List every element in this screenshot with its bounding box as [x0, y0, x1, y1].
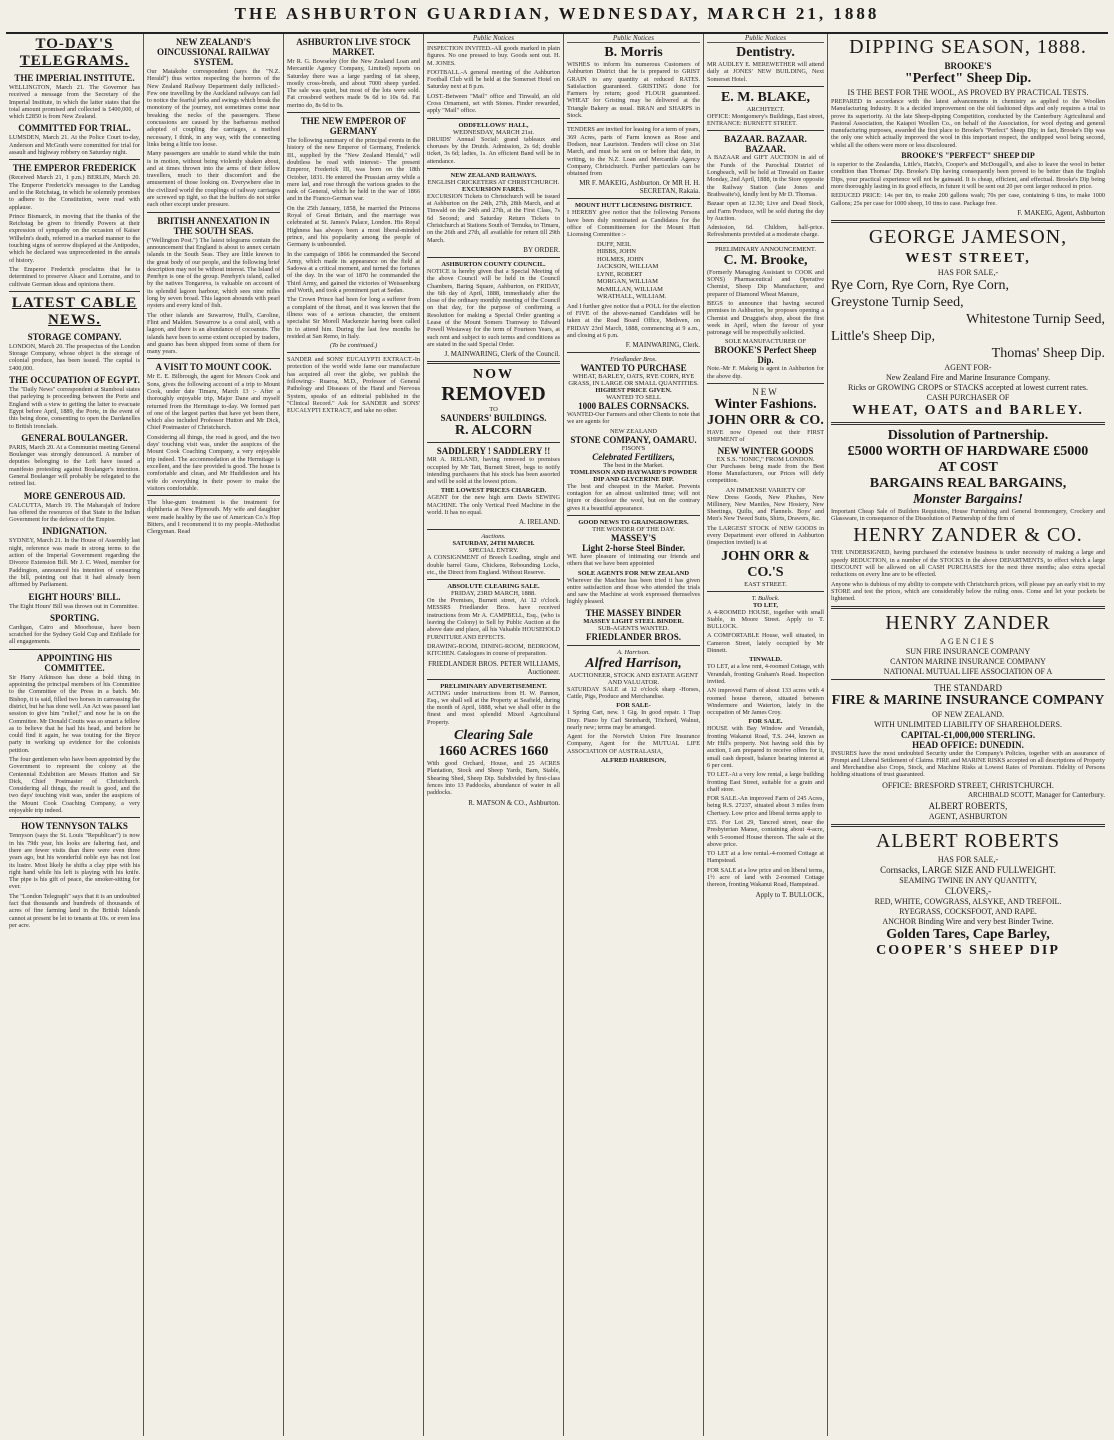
ad-display-text: £5000 WORTH OF HARDWARE £5000 [847, 443, 1089, 459]
article-text: In the campaign of 1866 he commanded the Second Army, which made its appearance on the field at Sadowa at a critical moment, and turned the fortunes of the day. In the war of 1870 he commanded the Third Army, and gained the victories of Weissenburg and Worth, and took a prominent part at Sedan. [287, 250, 420, 295]
notice-subheading: SPECIAL ENTRY. [468, 547, 519, 555]
ad-subheading: BROOKE'S "PERFECT" SHEEP DIP [901, 151, 1035, 161]
ad-display-text: 1660 ACRES 1660 [438, 744, 549, 760]
continued-note: (To be continued.) [329, 342, 378, 350]
ad-display-text: GEORGE JAMESON, [868, 225, 1068, 248]
notice-heading: WANTED TO SELL [606, 394, 661, 402]
notice-text: WANTED-Our Farmers and other Clients to note that we are agents for [567, 411, 700, 426]
list-item: JACKSON, WILLIAM [597, 263, 659, 271]
article-text: Sir Harry Atkinson has done a bold thing in appointing the principal members of his Committee to the Committee of the Press in a batch. Mr. Bishop, it is said, filled two horses in canvassing the district, but he has done well. An Act was passed last session to give him "relief," and now he is on the Committee. Mr Donald Coutts was so smart a fellow as to believe that he had his head, and before he could find it again, he was touting for the Bryce party in working up evidence for the colonists petition. [9, 673, 140, 754]
product-line: Rye Corn, Rye Corn, Rye Corn, [831, 277, 1009, 293]
notice-heading: GOOD NEWS TO GRAINGROWERS. [578, 518, 689, 526]
notice-signature: R. MATSON & CO., Ashburton. [468, 798, 560, 807]
column-header: Public Notices [567, 34, 700, 43]
notice-heading: SUB-AGENTS WANTED. [597, 624, 670, 632]
ad-display-text: Dissolution of Partnership. [887, 427, 1049, 443]
notice-text: (Formerly Managing Assistant to COOK and SONS) Pharmaceutical and Operative Chemist, Sheep Dip Manufacturer, and preparer of Diamond Wheat Manure, [707, 268, 824, 298]
notice-signature: J. MAINWARING, Clerk of the Council. [444, 350, 560, 359]
notice-heading: ODDFELLOWS' HALL, [458, 121, 529, 129]
article-heading: APPOINTING HIS COMMITTEE. [36, 652, 113, 673]
column-header: Public Notices [707, 34, 824, 43]
article-text: PARIS, March 20. At a Communist meeting General Boulanger was strongly denounced. A number of deputies belonging to the Left have issued a manifesto protesting against Boulanger's intention. General Boulanger will probably be relegated to the retired list. [9, 443, 140, 488]
divider [9, 817, 140, 818]
article-heading: ASHBURTON LIVE STOCK MARKET. [296, 37, 411, 57]
product-line: Thomas' Sheep Dip. [991, 345, 1105, 361]
ad-display-text: NEW [752, 387, 779, 398]
notice-text: On the Premises, Burnett street, At 12 o'clock. MESSRS Friedlander Bros. have received instructions from Mr A. CAMPBELL, Esq., (who is leaving the Colony) to Sell by Public Auction at the above date and place, all his Valuable HOUSEHOLD FURNITURE AND EFFECTS. [427, 597, 560, 641]
ad-display-text: FIRE & MARINE INSURANCE COMPANY [831, 692, 1105, 708]
article-text: Tennyson (says the St. Louis "Republican") is now in his 79th year, his looks are faltering fast, and there are fewer visits than there were even three years ago, but his wonderful noble eye has not lost its lustre. Most likely he shifts a clay pipe with his right hand while his left is playing with his knife. The pipe is his gift of peace, the smoker-sitting for ever. [9, 832, 140, 891]
column-public-notices-2 [564, 34, 704, 1436]
divider [831, 220, 1105, 223]
ad-display-text: DIPPING SEASON, 1888. [849, 36, 1087, 58]
notice-text: FOOTBALL.-A general meeting of the Ashburton Football Club will be held at the Somerset Hotel on Saturday next at 8 p.m. [427, 68, 560, 91]
divider [427, 118, 560, 119]
list-item: HIBBS, JOHN [597, 248, 637, 256]
notice-text: With good Orchard, House, and 25 ACRES Plantation, Stock and Sheep Yards, Barn, Stable, Shearing Shed, Sheep Dip. Subdivided by first-class fences into 13 Paddocks, abundance of water in all paddocks. [427, 760, 560, 797]
article-text: The blue-gum treatment is the treatment for diphtheria at New Plymouth. My wife and daughter were made healthy by the use of American Co.'s Hop Bitters, and I recommend it to my people.-Methodist Clergyman. Read [147, 499, 280, 536]
notice-heading: EX S.S. "IONIC," FROM LONDON. [716, 455, 815, 463]
ad-display-text: Alfred Harrison, [585, 655, 682, 671]
ad-display-text: AT COST [938, 459, 998, 475]
divider [147, 212, 280, 213]
notice-text: AGENT for the new high arm Davis SEWING MACHINE. The only Vertical Feed Machine in the world. It has no equal. [427, 494, 560, 516]
article-subhead: THE OCCUPATION OF EGYPT. [9, 375, 140, 386]
notice-signature: F. MAINWARING, Clerk. [625, 341, 700, 350]
ad-subheading: OF NEW ZEALAND. [931, 709, 1005, 719]
list-item: LYNE, ROBERT [597, 270, 643, 278]
notice-text: A COMFORTABLE House, well situated, in Cameron Street, lately occupied by Mr Dinnett. [707, 632, 824, 655]
divider [427, 361, 560, 364]
notice-text: A 4-ROOMED HOUSE, together with small Stable, in Moore Street. Apply to T. BULLOCK. [707, 608, 824, 631]
columns [6, 34, 1108, 1436]
article-text: The Eight Hours' Bill was thrown out in Committee. [9, 602, 139, 610]
ad-display-text: HEAD OFFICE: DUNEDIN. [912, 739, 1024, 750]
ad-subheading: SEAMING TWINE IN ANY QUANTITY, [899, 875, 1037, 885]
divider [831, 422, 1105, 425]
ad-text: PREPARED in accordance with the latest advancements in chemistry as applied to the Woollen Manufacturing Industry. It is a decided improvement on the old fashioned dips and only requires a trial to prove its superiority. At the late Sheep-dipping Competition, conducted by the Canterbury Agricultural and Pastoral Association, the Kaiapoi Woollen Co., on behalf of the Association, for wool dyeing and general manufacturing purposes, awarded the first place to Brooke's "Perfect" Sheep Dip; in fact, Brooke's Dip was the only one which actually improved the wool in this important respect, the undipped wool being second, whilst all the others were more or less discoloured. [831, 98, 1105, 149]
notice-text: DRUIDS' Annual Social: grand tableaux and choruses by the Druids. Admission, 2s 6d; double ticket, 3s 6d; ladies, 1s. An efficient Band will be in attendance. [427, 135, 560, 165]
notice-text: ACTING under instructions from H. W. Pannon, Esq., we shall sell at the Property at Seafield, during the month of April, 1888, what we shall offer in the finest and most splendid Mixed Agricultural Property. [427, 689, 560, 726]
ad-display-text: HENRY ZANDER [885, 611, 1051, 634]
article-heading: BRITISH ANNEXATION IN THE SOUTH SEAS. [157, 215, 270, 236]
notice-text: OFFICE: Montgomery's Buildings, East street, ENTRANCE: BURNETT STREET. [707, 112, 824, 128]
divider [9, 291, 140, 292]
list-item: McMILLAN, WILLIAM [597, 285, 663, 293]
section-header: Auctions. [481, 533, 506, 541]
telegrams-heading: TO-DAY'S TELEGRAMS. [19, 36, 130, 69]
article-heading: NEW ZEALAND'S OINCUSSIONAL RAILWAY SYSTEM. [156, 37, 271, 67]
divider [707, 242, 824, 243]
notice-heading: PRELIMINARY ANNOUNCEMENT. [714, 245, 817, 253]
ad-display-text: Celebrated Fertilizers, [592, 451, 675, 462]
ad-display-text: Light 2-horse Steel Binder. [582, 542, 685, 553]
article-subhead: COMMITTED FOR TRIAL. [18, 123, 131, 134]
divider [427, 529, 560, 530]
notice-text: LOST.-Between "Mail" office and Tinwald, an old Cross Ornament, set with Stones. Finder rewarded, apply "Mail" office. [427, 92, 560, 115]
ad-display-text: SADDLERY ! SADDLERY !! [436, 446, 551, 457]
notice-signature: Apply to T. BULLOCK, [755, 890, 824, 899]
article-text: SANDER and SONS' EUCALYPTI EXTRACT.-In protection of the world wide fame our manufacture has acquired all over the globe, we publish the following:- Ruaroa, M.D., Professor of General Pathology and Diseases of the Hand and Nervous System, speaks of an editorial published in the "Clinical Record." Ask for SANDER and SONS' EUCALYPTI EXTRACT, and take no other. [287, 356, 420, 415]
ad-subheading: WITH UNLIMITED LIABILITY OF SHAREHOLDERS. [874, 719, 1062, 729]
notice-text: NOTICE is hereby given that a Special Meeting of the above Council will be held in the Council Chambers, Baring Square, Ashburton, on FRIDAY, the 6th day of April, 1888, immediately after the close of the ordinary monthly meeting of the Council on that day, for the purpose of confirming a Resolution for making a Special Order granting a Lease of the Mount Somers Tramway to Edward Powell Westaway for the term of Fourteen Years, at such rent and subject to such terms and conditions as are stated in the said Special Order. [427, 267, 560, 348]
divider [9, 159, 140, 160]
article-heading: THE NEW EMPEROR OF GERMANY [300, 116, 407, 137]
ad-subheading: OFFICE: BRESFORD STREET, CHRISTCHURCH. [882, 780, 1054, 790]
divider [707, 86, 824, 87]
article-text: The other islands are Suwarrow, Hull's, Caroline, Flint and Malden. Suwarrow is a coral atoll, with a lagoon, and there is an abundance of cocoanuts. The islands have been to some extent occupied by traders, and guano has been shipped from some of them for many years. [147, 311, 280, 356]
notice-heading: ASHBURTON COUNTY COUNCIL. [441, 260, 546, 268]
ad-display-text: CAPITAL-£1,000,000 STERLING. [900, 729, 1036, 740]
section-header: A. Harrison. [617, 648, 650, 656]
notice-text: £55. For Lot 29, Tancred street, near the Presbyterian Manse, containing about 4-acre, with 5-roomed House thereon. The sale at the above price. [707, 819, 824, 848]
ad-subheading: HAS FOR SALE,- [937, 267, 999, 277]
article-subhead: MORE GENEROUS AID. [23, 490, 126, 501]
notice-text: TO LET.-At a very low rental, a large building fronting East Street, suitable for a grain and chaff store. [707, 771, 824, 793]
column-public-notices-3 [704, 34, 828, 1436]
divider [147, 495, 280, 496]
notice-text: The LARGEST STOCK of NEW GOODS in every Department ever offered in Ashburton (inspection invited) is at [707, 524, 824, 547]
list-item: HOLMES, JOHN [597, 255, 644, 263]
notice-text: A CONSIGNMENT of Breech Loading, single and double barrel Guns, Chickens, Rebounding Locks, etc., the Direct from England. Without Reserve. [427, 554, 560, 576]
ad-subheading: Ricks or GROWING CROPS or STACKS accepted at lowest current rates. [848, 382, 1088, 392]
notice-heading: PRELIMINARY ADVERTISEMENT. [440, 682, 547, 690]
ad-display-text: ALBERT ROBERTS, [928, 800, 1008, 811]
divider [831, 824, 1105, 827]
divider [427, 168, 560, 169]
product-line: Cornsacks, LARGE SIZE AND FULLWEIGHT. [880, 864, 1056, 875]
notice-heading: FISON'S [621, 444, 646, 452]
column-telegrams [6, 34, 144, 1436]
ad-subheading: AGENT FOR- [944, 362, 992, 372]
notice-heading: AUCTIONEER, STOCK AND ESTATE AGENT AND VALUATOR. [568, 671, 699, 686]
article-heading: HOW TENNYSON TALKS [21, 821, 128, 832]
notice-text: BEGS to announce that having secured premises in Ashburton, he proposes opening a Chemist and Druggist's shop, about the first week in April, when the favour of your patronage will be respectfully solicited. [707, 299, 824, 337]
notice-heading: EAST STREET. [744, 580, 787, 588]
ad-subheading: HAS FOR SALE,- [937, 854, 999, 864]
notice-text: New Dress Goods, New Plushes, New Millinery, New Mantles, New Hosiery, New Sheetings, Quilts, and Flannels. Boys' and Men's New Tweed Suits, Shirts, Drawers, &c. [707, 493, 824, 523]
ad-text: THE UNDERSIGNED, having purchased the extensive business is under necessity of making a large and speedy REDUCTION, in a number of the STOCKS in the above DEPARTMENTS, to effect which a large DISCOUNT will be allowed on all CASH PURCHASES for the next three months; also extra special reductions on every line are to be effected. [831, 549, 1105, 579]
article-text: The Emperor Frederick proclaims that he is determined to preserve Alsace and Lorraine, and to cultivate German ideas and opinions there. [9, 265, 140, 288]
ad-display-text: BAZAAR. BAZAAR. BAZAAR. [724, 134, 807, 155]
article-text: Many passengers are unable to stand while the train is in motion, without being violently shaken about, and at times thrown into the arms of their fellow travellers, much to their discomfort and the amusement of those looking on. Everywhere else in the civilized world the couplings of railway carriages are screwed up tight, so that the buffers do not strike each other except under pressure. [147, 150, 280, 209]
notice-text: Admission, 6d. Children, half-price. Refreshments provided at a moderate charge. [707, 224, 824, 239]
notice-heading: FOR SALE. [748, 718, 783, 726]
ad-display-text: Monster Bargains! [912, 491, 1024, 507]
ad-display-text: TO [489, 406, 498, 414]
masthead [6, 4, 1108, 34]
article-subhead: EIGHT HOURS' BILL. [28, 591, 121, 602]
notice-text: MR AUDLEY E. MEREWETHER will attend daily at JONES' NEW BUILDING, Next Somerset Hotel. [707, 61, 824, 83]
article-subhead: STORAGE COMPANY. [27, 331, 122, 342]
ad-display-text: MASSEY'S [610, 532, 656, 543]
article-text: Mr E. E. Bilbrough, the agent for Messrs Cook and Sons, gives the following account of a trip to Mount Cook, under date Timaru, March 13 :- After a thoroughly enjoyable trip, Major Dane and myself returned from the Hermitage to-day. We formed part of one of the largest parties that have yet been there, which also included Professor Hutton and Mr Dick, Chief Postmaster of Christchurch. [147, 373, 280, 432]
product-line: ANCHOR Binding Wire and very best Binder Twine. [882, 916, 1054, 926]
divider [567, 352, 700, 353]
ad-subheading: New Zealand Fire and Marine Insurance Company. [885, 372, 1051, 382]
ad-subheading: SUN FIRE INSURANCE COMPANY [905, 646, 1031, 656]
article-text: The following summary of the principal events in the history of the new Emperor of Germany, Frederick III., supplied by the "New Zealand Herald," will doubtless be read with interest:- The present Emperor, Frederick III, was born on the 18th October, 1831. He entered the Prussian army while a mere lad, and rose through the various grades to the rank of General, which he held in the war of 1866 and in the Franco-German war. [287, 137, 420, 203]
notice-text: I HEREBY give notice that the following Persons have been duly nominated as Candidates for the office of Committeemen for the Mount Hutt Licensing Committee :- [567, 209, 700, 239]
ad-display-text: NEW WINTER GOODS [717, 445, 814, 456]
divider [427, 579, 560, 580]
notice-heading: SOLE MANUFACTURER OF [724, 338, 807, 346]
notice-text: TO LET, at a low rent, 4-roomed Cottage, with Verandah, fronting Graham's Road. Inspection invited. [707, 663, 824, 685]
notice-text: HAVE now Opened out their FIRST SHIPMENT of [707, 429, 824, 444]
ad-display-text: BROOKE'S [944, 61, 992, 71]
ad-subheading: CASH PURCHASER OF [926, 392, 1010, 402]
notice-text: AN improved Farm of about 133 acres with 4 roomed house thereon, situated between Windermere and Waterton, lately in the occupation of Mr James Croy. [707, 687, 824, 717]
notice-text: SATURDAY SALE at 12 o'clock sharp -Horses, Cattle, Pigs, Produce and Merchandise. [567, 685, 700, 700]
ad-display-text: 1000 BALES CORNSACKS. [578, 401, 689, 412]
ad-text: REDUCED PRICE: 14s per tin, to make 200 gallons wash; 70s per case, containing 6 tins, to make 1000 Gallons; 25s per case for 1000 sheep, 10 tins to case. Package free. [831, 192, 1105, 207]
article-text: On the 25th January, 1858, he married the Princess Royal of Great Britain, and the marriage was celebrated at St. James's Palace, London. His Royal Highness has always been a most liberal-minded prince, and his popularity among the people of Germany is unbounded. [287, 204, 420, 249]
article-text: CALCUTTA, March 19. The Maharajah of Indore has offered the resources of that State to the Indian Government for the defence of the Empire. [9, 501, 140, 524]
article-text: Cardigan, Catro and Moorhouse, have been scratched for the Sydney Gold Cup and Enfilade for all engagements. [9, 623, 140, 646]
article-subhead: THE IMPERIAL INSTITUTE. [14, 73, 135, 83]
article-text: SYDNEY, March 21. In the House of Assembly last night, reference was made in strong terms to the action of the Imperial Government regarding the Divorce Extension Bill. Mr J. C. Weed, member for Paddington, announced his intention of censuring the bill, pointing out that it had already been affirmed by Parliament. [9, 537, 140, 589]
article-text: The "London Telegraph" says that it is an undoubted fact that thousands and hundreds of thousands of acres of fine farming land in the British Islands cannot at present be let to tenants at 10s. or even less per acre. [9, 892, 140, 929]
notice-signature: A. IRELAND. [518, 518, 560, 527]
ad-display-text: JOHN ORR & CO. [707, 413, 824, 429]
list-item: MORGAN, WILLIAM [597, 278, 658, 286]
divider [707, 130, 824, 131]
article-heading: THE EMPEROR FREDERICK [12, 163, 137, 174]
divider [567, 515, 700, 516]
notice-text: WE have pleasure of intimating our friends and others that we have been appointed [567, 552, 700, 568]
ad-display-text: Clearing Sale [454, 728, 533, 744]
ad-subheading: IS THE BEST FOR THE WOOL, AS PROVED BY PRACTICAL TESTS. [847, 88, 1089, 97]
divider [287, 112, 420, 113]
article-text: LONDON, March 20. The prospectus of the London Storage Company, whose object is the storage of colonial produce, has been issued. The capital is £400,000. [9, 342, 140, 372]
notice-subheading: ENGLISH CRICKETERS AT CHRISTCHURCH. [427, 178, 560, 186]
notice-signature: ALFRED HARRISON, [600, 757, 666, 765]
ad-text: Anyone who is dubious of my ability to compete with Christchurch prices, will please pay an early visit to my STORE and test the prices, which are considerably below the ruling ones. Come and let your pockets be lightened. [831, 580, 1105, 603]
divider [707, 591, 824, 592]
notice-heading: NEW ZEALAND [610, 427, 657, 435]
ad-subheading: NATIONAL MUTUAL LIFE ASSOCIATION OF A [883, 666, 1053, 676]
notice-heading: MOUNT HUTT LICENSING DISTRICT. [574, 202, 693, 210]
ad-display-text: R. ALCORN [454, 423, 532, 439]
ad-display-text: REMOVED [441, 383, 546, 406]
article-text: (Received March 21, 1 p.m.) BERLIN, March 20. The Emperor Frederick's messages to the Landtag and to the Reichstag, in which he solemnly promises to adhere to the Constitution, were read with applause. [9, 174, 140, 211]
ad-display-text: Winter Fashions. [714, 397, 817, 413]
ad-signature: ARCHIBALD SCOTT, Manager for Canterbury. [967, 790, 1105, 799]
notice-text: TO LET at a low rental.-4-roomed Cottage at Hampstead. [707, 850, 824, 865]
ad-subheading: CANTON MARINE INSURANCE COMPANY [890, 656, 1046, 666]
notice-text: TENDERS are invited for leasing for a term of years, 369 Acres, parts of Farm known as Rose and Dodson, near Lauriston. Tenders will close on 31st March, and must be sent on or before that date, in writing, to the N.Z. Loan and Mercantile Agency Company, Christchurch. Further particulars can be obtained from [567, 126, 700, 178]
ad-display-text: HENRY ZANDER & CO. [853, 524, 1083, 547]
notice-heading: HIGHEST PRICE GIVEN. [595, 387, 672, 395]
article-text: Prince Bismarck, in moving that the thanks of the Reichstag be given to friendly Powers at their expression of sympathy on the occasion of Kaiser Wilhelm's death, referred in a marked manner to the touching signs of sorrow displayed at the Antipodes, which he declared was unprecedented in the annals of history. [9, 212, 140, 264]
article-subhead: SPORTING. [50, 612, 99, 623]
notice-heading: TO LET, [752, 601, 779, 609]
ad-display-text: WANTED TO PURCHASE [580, 363, 687, 374]
notice-text: A BAZAAR and GIFT AUCTION in aid of the Funds of the Parochial District of Longbeach, will be held at Tinwald on Easter Monday, 2nd April, 1888, in the Store opposite the Railway Station (late Jones and Brathwaite's), kindly lent by Mr D. Thomas. [707, 154, 824, 198]
divider [707, 383, 824, 384]
divider [427, 257, 560, 258]
notice-signature: FRIEDLANDER BROS. PETER WILLIAMS, Auctioneer. [428, 659, 560, 676]
product-line: Greystone Turnip Seed, [831, 294, 964, 310]
article-text: WELLINGTON, March 21. The Governor has received a message from the Secretary of the Imperial Institute, in which the latter states that the total amount promised and collected is £400,000, of which £2850 is from New Zealand. [9, 84, 140, 121]
ad-subheading: AGENT, ASHBURTON [928, 811, 1008, 821]
ad-display-text: BROOKE'S Perfect Sheep Dip. [714, 345, 817, 366]
ad-display-text: E. M. BLAKE, [720, 89, 811, 105]
notice-text: FOR SALE.-An improved Farm of 245 Acres, being R.S. 27237, situated about 3 miles from Chertsey. Low price and liberal terms apply to [707, 795, 824, 817]
notice-heading: ARCHITECT. [746, 105, 785, 113]
ad-display-text: THE STANDARD [933, 682, 1003, 693]
article-text: Mr R. G. Bowseley (for the New Zealand Loan and Mercantile Agency Company, Limited) reports on Saturday there was a large yarding of fat sheep, mostly cross-breds, and about 7000 sheep yarded. The sale was quiet, but most of the lots were sold. Fat crossbred wethers made 9s 6d to 10s 6d. Fat merino do, 8s 6d to 9s. [287, 58, 420, 109]
column-public-notices-1 [424, 34, 564, 1436]
notice-subheading: THE WONDER OF THE DAY. [592, 525, 675, 533]
divider [427, 442, 560, 443]
ad-display-text: TOMLINSON AND HAYWARD'S POWDER DIP AND GLYCERINE DIP. [569, 468, 698, 483]
ad-display-text: ALBERT ROBERTS [875, 829, 1061, 852]
ad-text: is superior to the Zealandia, Little's, Hatch's, Cooper's and McDougall's, and also to leave the wool in better condition than Thomas' Dip. Brooke's Dip having consequently been proved to be better than the English Dips, your practical experience will not be gainsaid. It is cheap, efficient, and effectual. Brooke's Dip being more thoroughly lasting in its good effects, in future it will be sent out 20 per cent larger reduced in price. [831, 161, 1105, 190]
ad-display-text: Golden Tares, Cape Barley, [886, 926, 1050, 942]
ad-display-text: Dentistry. [736, 45, 795, 60]
notice-text: WHEAT, BARLEY, OATS, RYE CORN, RYE GRASS, IN LARGE OR SMALL QUANTITIES. [568, 373, 699, 388]
ad-display-text: WHEAT, OATS and BARLEY. [852, 402, 1084, 418]
column-large-ads [828, 34, 1108, 1436]
product-line: Little's Sheep Dip, [831, 328, 936, 344]
ad-display-text: "Perfect" Sheep Dip. [904, 71, 1032, 86]
divider [9, 649, 140, 650]
masthead-title: THE ASHBURTON GUARDIAN, WEDNESDAY, MARCH 21, 1888 [234, 4, 880, 23]
notice-subheading: EXCURSION FARES. [461, 185, 526, 193]
ad-display-text: COOPER'S SHEEP DIP [876, 942, 1060, 958]
notice-signature: BY ORDER. [523, 245, 560, 254]
column-market [284, 34, 424, 1436]
article-subhead: GENERAL BOULANGER. [21, 432, 128, 443]
ad-display-text: C. M. Brooke, [723, 252, 808, 268]
ad-display-text: CLOVERS,- [944, 885, 992, 896]
product-line: Whitestone Turnip Seed, [966, 311, 1105, 327]
article-text: The four gentlemen who have been appointed by the Government to represent the colony at the Centennial Exhibition are Messrs Hutton and Sir Dick, Chief Postmaster of Christchurch. Considering all things, the result is good, and the two days' touching visit was, under the auspices of the Mount Cook Coaching Company, a very enjoyable trip indeed. [9, 756, 140, 815]
notice-heading: FOR SALE- [616, 702, 651, 710]
article-text: ("Wellington Post.") The latest telegrams contain the announcement that England is about to annex certain islands in the South Seas. They are little known to the great body of our people, and the following brief description may not be without interest. The Island of Penrhyn is one of the group. Penrhyn's island, called by the natives Tongareva, is valuable on account of its splendid lagoon harbour, which sees nine miles long by seven broad. This lagoon abounds with pearl oysters and every kind of fish. [147, 236, 280, 310]
notice-heading: THE LOWEST PRICES CHARGED. [440, 487, 547, 495]
ad-display-text: THE MASSEY BINDER [585, 607, 682, 618]
article-text: LUMSDEN, March 21. At the Police Court to-day, Anderson and McGrath were committed for trial for assault and highway robbery on Saturday night. [9, 134, 140, 157]
list-item: DUFF, NEIL [597, 240, 632, 248]
ad-display-text: JOHN ORR & CO.'S [721, 548, 810, 580]
article-subhead: INDIGNATION. [42, 526, 107, 537]
notice-text: Agent for the Norwich Union Fire Insurance Company, Agent for the MUTUAL LIFE ASSOCIATION OF AUSTRALASIA, [567, 733, 700, 755]
notice-text: Our Purchases being made from the Best Home Manufacturers, our Prices will defy competition. [707, 462, 824, 485]
ad-signature: F. MAKEIG, Agent, Ashburton [1017, 208, 1105, 217]
ad-display-text: FRIEDLANDER BROS. [585, 631, 681, 642]
divider [567, 122, 700, 123]
article-text: Considering all things, the road is good, and the two days' touching visit was, under the auspices of the Mount Cook Coaching Company, a very enjoyable trip indeed. The accommodation at the Hermitage is excellent, and the fare provided is good. The house is comfortable and clean, and Mr Huddleston and his wife do everything in their power to make the visitors comfortable. [147, 433, 280, 492]
ad-text: Important Cheap Sale of Builders Requisites, House Furnishing and General Ironmongery, Crockery and Glassware, in consequence of the Dissolution of Partnership of the firm of [831, 507, 1105, 523]
notice-text: Wherever the Machine has been tried it has given entire satisfaction and those who attended the trials and saw the Machine at work expressed themselves highly pleased. [567, 576, 700, 606]
notice-text: INSPECTION INVITED.-All goods marked in plain figures. No one pressed to buy. Goods sent out. H. M. JONES. [427, 45, 560, 67]
notice-text: DRAWING-ROOM, DINING-ROOM, BEDROOM, KITCHEN. Catalogues in course of preparation. [427, 642, 560, 658]
article-text: Our Matakohe correspondent (says the "N.Z. Herald") thus writes respecting the horrors of the New Zealand Railway Department daily inflicted:- Few one travelling by the Auckland railways can fail to notice the fearful jerks and swings which break the monotony of the journey, not sometimes come near breaking the necks of the passengers. These concussions are caused by the barbarous method adopted of coupling the carriages, a method necessary, I think, in any way, with the connecting links being a little too loose. [147, 68, 280, 148]
section-header: Friedlander Bros. [610, 356, 657, 364]
column-articles [144, 34, 284, 1436]
notice-text: HOUSE with Bay Window and Verandah, fronting Wakanui Road, T.S. 244, known as Mr Hill's property. Not having sold this by auction, I am prepared to receive offers for it, small cash deposit, balance bearing interest at 6 per cent. [707, 725, 824, 769]
notice-heading: AN IMMENSE VARIETY OF [725, 486, 806, 494]
notice-heading: NEW ZEALAND RAILWAYS. [450, 171, 537, 179]
ad-display-text: NOW [473, 367, 514, 383]
notice-subheading: FRIDAY, 23RD MARCH, 1888. [451, 590, 536, 598]
notice-heading: ABSOLUTE CLEARING SALE. [447, 583, 540, 591]
article-text: The Crown Prince had been for long a sufferer from a complaint of the throat, and it was known that the illness was of a serious character, the eminent specialist Sir Morell Mackenzie having been called in to attend him. During the last few months he resided at San Remo, in Italy. [287, 296, 420, 340]
notice-heading: SATURDAY, 24TH MARCH. [452, 540, 535, 548]
ad-display-text: WEST STREET, [905, 250, 1031, 266]
notice-text: And I further give notice that a POLL for the election of FIVE of the above-named Candidates will be taken at the Road Board Office, Methven, on FRIDAY 23rd March, 1888, commencing at 9 a.m., and closing at 6 p.m. [567, 302, 700, 339]
ad-subheading: AGENCIES [940, 636, 996, 646]
notice-text: The best and cheapest in the Market. Prevents contagion for an almost unlimited time; will not injure or discolour the wool, but on the contrary gives it a beautiful appearance. [567, 482, 700, 512]
ad-display-text: B. Morris [604, 45, 663, 60]
product-line: RED, WHITE, COWGRASS, ALSYKE, AND TREFOIL. [874, 896, 1062, 906]
ad-display-text: STONE COMPANY, OAMARU. [570, 434, 697, 445]
ad-text: INSURES have the most undoubted Security under the Company's Policies, together with an assurance of Prompt and Liberal Settlement of Claims. FIRE and MARINE RISKS accepted on all descriptions of Property and Merchandise also Crops, Stock, and Machine Risks at Lowest Rates of Premium. Fidelity of Persons holding situations of trust guaranteed. [831, 749, 1105, 779]
ad-display-text: MASSEY LIGHT STEEL BINDER. [583, 617, 684, 625]
notice-heading: The best in the Market. [603, 461, 664, 469]
list-item: WRATHALL, WILLIAM. [597, 293, 667, 301]
column-header: Public Notices [427, 34, 560, 43]
notice-text: FOR SALE at a low price and on liberal terms, 1½ acre of land with 2-roomed Cottage thereon, fronting Wakanui Road, Hampstead. [707, 866, 824, 889]
divider [147, 358, 280, 359]
divider [287, 352, 420, 353]
divider [567, 645, 700, 646]
notice-heading: TINWALD. [749, 656, 782, 664]
cable-news-heading: LATEST CABLE NEWS. [11, 294, 138, 328]
notice-signature: MR F. MAKEIG, Ashburton. Or MR H. H. SECRETAN, Rakaia. [579, 179, 700, 196]
section-header: T. Bullock. [751, 594, 780, 602]
notice-text: Bazaar open at 12.30; Live and Dead Stock, and Farm Produce, will be sold during the day by Auction. [707, 200, 824, 222]
notice-heading: SOLE AGENTS FOR NEW ZEALAND [577, 569, 690, 577]
divider [831, 679, 1105, 680]
ad-display-text: SAUNDERS' BUILDINGS. [440, 413, 547, 424]
divider [831, 606, 1105, 609]
notice-text: MR A. IRELAND, having removed to premises occupied by Mr Tatt, Burnett Street, begs to notify intending purchasers that his stock has been assorted and will be sold at the lowest prices. [427, 456, 560, 486]
notice-subheading: WEDNESDAY, MARCH 21st. [453, 128, 534, 136]
article-heading: A VISIT TO MOUNT COOK. [155, 362, 272, 373]
ad-display-text: BARGAINS REAL BARGAINS, [869, 475, 1067, 491]
product-line: RYEGRASS, COCKSFOOT, AND RAPE. [899, 906, 1037, 916]
divider [427, 679, 560, 680]
article-text: The "Daily News" correspondent at Stamboul states that parleying is proceeding between the Porte and England with a view to getting the latter to evacuate Egypt before April, 1889, the Porte, in the event of this being done, consenting to open the Dardanelles to British ironclads. [9, 386, 140, 430]
notice-text: EXCURSION Tickets to Christchurch will be issued at Ashburton on the 24th, 27th, 28th March, and at Tinwald on the 24th and 27th, at the First Class, 7s 6d Second; and Saturday Return Tickets to Christchurch at Stations South of Temuka, to Timaru, on the 26th and 27th, all available for return till 29th March. [427, 192, 560, 244]
candidate-list [567, 241, 700, 301]
notice-text: Note.-Mr F. Makeig is agent in Ashburton for the above dip. [707, 365, 824, 380]
notice-text: 1 Spring Cart, new. 1 Gig. In good repair. 1 Trap Dray. Piano by Carl Steinhardt, Trichord, Walnut, nearly new; terms may be arranged. [567, 709, 700, 731]
divider [567, 198, 700, 199]
notice-text: WISHES to inform his numerous Customers of Ashburton District that he is prepared to GRIST GRAIN to any quantity at reduced RATES. Satisfaction guaranteed. GRISTING done for Farmers by return; good FLOUR guaranteed. WHEAT for Gristing may be delivered at the Triangle Bakery as usual. BRAN and SHARPS in Stock. [567, 61, 700, 120]
